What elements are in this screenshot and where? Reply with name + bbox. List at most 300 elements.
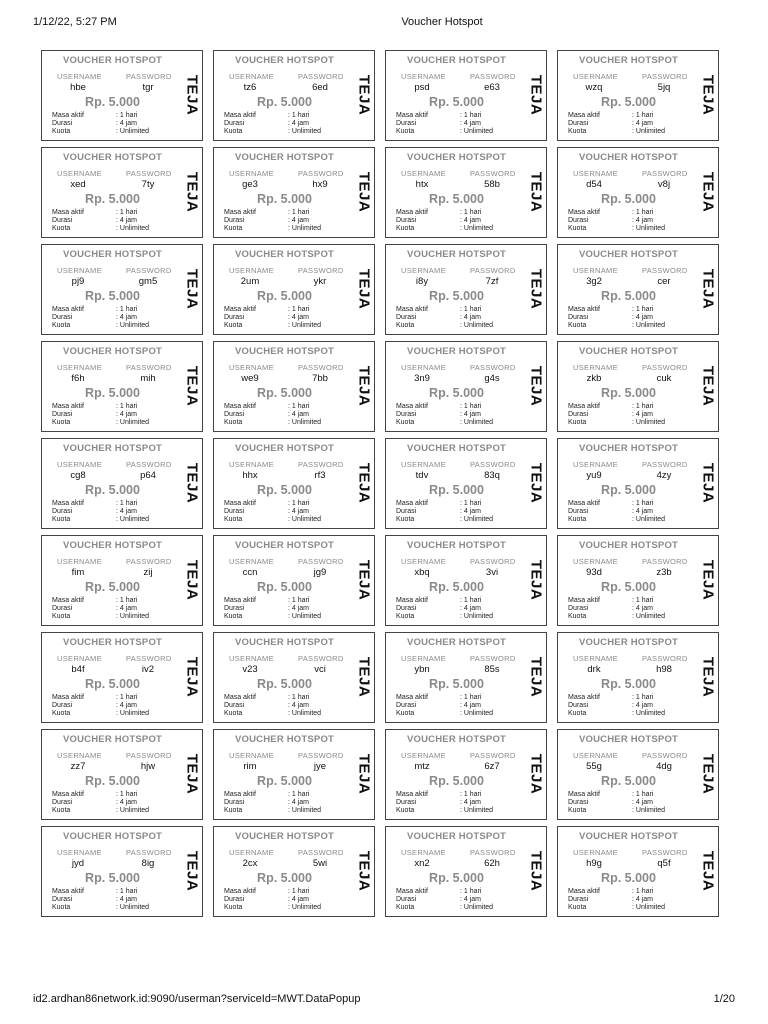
voucher-card <box>385 826 547 917</box>
voucher-card <box>557 826 719 917</box>
voucher-price: Rp. 5.000 <box>601 774 656 788</box>
voucher-title: VOUCHER HOTSPOT <box>234 55 335 66</box>
info-key: Durasi <box>396 508 417 515</box>
info-key: Kuota <box>52 904 71 911</box>
username-label: USERNAME <box>57 363 102 372</box>
voucher-info-row <box>224 613 344 621</box>
voucher-brand-tab <box>526 147 547 238</box>
voucher-brand-tab <box>354 826 375 917</box>
info-key: Masa aktif <box>224 112 256 119</box>
voucher-info-row <box>224 403 344 411</box>
info-value: : Unlimited <box>116 904 150 911</box>
voucher-card <box>213 147 375 238</box>
info-key: Kuota <box>396 613 415 620</box>
voucher-info <box>568 209 688 233</box>
voucher-info-row <box>396 807 516 815</box>
username-label: USERNAME <box>573 169 618 178</box>
info-value: : 1 hari <box>288 500 310 507</box>
info-value: : 4 jam <box>632 314 654 321</box>
brand-label: TEJA <box>355 365 373 407</box>
password-label: PASSWORD <box>642 363 688 372</box>
voucher-title: VOUCHER HOTSPOT <box>578 443 679 454</box>
voucher-info-row <box>224 807 344 815</box>
voucher-info-row <box>224 120 344 128</box>
voucher-info <box>396 112 516 136</box>
voucher-brand-tab <box>698 244 719 335</box>
voucher-info-row <box>52 597 172 605</box>
username-label: USERNAME <box>229 654 274 663</box>
voucher-body <box>557 50 700 141</box>
voucher-info-row <box>568 896 688 904</box>
voucher-body <box>385 729 528 820</box>
voucher-brand-tab <box>526 438 547 529</box>
voucher-info <box>396 694 516 718</box>
username-value: b4f <box>71 664 85 675</box>
voucher-info-row <box>396 209 516 217</box>
voucher-card <box>213 50 375 141</box>
voucher-brand-tab <box>354 341 375 432</box>
password-value: 6z7 <box>484 761 500 772</box>
voucher-info-row <box>224 694 344 702</box>
voucher-card <box>385 147 547 238</box>
info-value: : 1 hari <box>460 791 482 798</box>
info-value: : 1 hari <box>116 694 138 701</box>
voucher-brand-tab <box>698 632 719 723</box>
brand-label: TEJA <box>183 462 201 504</box>
username-value: ccn <box>242 567 258 578</box>
brand-label: TEJA <box>183 850 201 892</box>
voucher-price: Rp. 5.000 <box>257 289 312 303</box>
info-value: : 4 jam <box>460 605 482 612</box>
info-key: Durasi <box>568 314 589 321</box>
username-value: hbe <box>70 82 86 93</box>
info-key: Masa aktif <box>568 500 600 507</box>
username-label: USERNAME <box>229 266 274 275</box>
info-key: Kuota <box>52 516 71 523</box>
voucher-card <box>41 729 203 820</box>
voucher-info-row <box>396 694 516 702</box>
voucher-info-row <box>568 209 688 217</box>
page-title: Voucher Hotspot <box>401 16 483 28</box>
voucher-info-row <box>396 888 516 896</box>
voucher-body <box>557 147 700 238</box>
voucher-price: Rp. 5.000 <box>429 483 484 497</box>
voucher-info-row <box>52 896 172 904</box>
voucher-info <box>224 112 344 136</box>
password-value: jye <box>313 761 327 772</box>
username-label: USERNAME <box>57 460 102 469</box>
voucher-price: Rp. 5.000 <box>601 871 656 885</box>
info-key: Durasi <box>396 314 417 321</box>
voucher-info-row <box>52 888 172 896</box>
info-key: Kuota <box>568 128 587 135</box>
info-value: : 4 jam <box>460 314 482 321</box>
username-label: USERNAME <box>229 460 274 469</box>
username-value: f6h <box>71 373 85 384</box>
password-value: hx9 <box>312 179 328 190</box>
password-label: PASSWORD <box>126 266 172 275</box>
voucher-card <box>41 632 203 723</box>
voucher-title: VOUCHER HOTSPOT <box>406 734 507 745</box>
info-value: : 1 hari <box>460 403 482 410</box>
info-key: Masa aktif <box>568 209 600 216</box>
info-value: : Unlimited <box>288 904 322 911</box>
brand-label: TEJA <box>355 268 373 310</box>
info-key: Durasi <box>396 120 417 127</box>
voucher-info-row <box>396 508 516 516</box>
brand-label: TEJA <box>527 74 545 116</box>
password-value: mih <box>140 373 156 384</box>
voucher-body <box>213 147 356 238</box>
info-value: : 4 jam <box>632 799 654 806</box>
info-value: : 4 jam <box>288 217 310 224</box>
info-key: Masa aktif <box>396 112 428 119</box>
info-key: Kuota <box>568 225 587 232</box>
username-value: mtz <box>414 761 430 772</box>
info-value: : 4 jam <box>632 702 654 709</box>
brand-label: TEJA <box>699 365 717 407</box>
voucher-info-row <box>568 419 688 427</box>
voucher-body <box>557 729 700 820</box>
username-label: USERNAME <box>57 169 102 178</box>
info-key: Kuota <box>224 807 243 814</box>
password-value: zij <box>143 567 153 578</box>
info-key: Masa aktif <box>224 597 256 604</box>
info-key: Durasi <box>568 605 589 612</box>
brand-label: TEJA <box>527 268 545 310</box>
voucher-card <box>385 341 547 432</box>
info-value: : Unlimited <box>632 710 666 717</box>
voucher-info-row <box>224 112 344 120</box>
info-value: : 1 hari <box>632 597 654 604</box>
info-key: Kuota <box>568 322 587 329</box>
info-value: : Unlimited <box>460 225 494 232</box>
voucher-info <box>224 694 344 718</box>
info-value: : Unlimited <box>632 613 666 620</box>
voucher-brand-tab <box>182 50 203 141</box>
voucher-info-row <box>568 306 688 314</box>
info-value: : Unlimited <box>632 904 666 911</box>
info-key: Masa aktif <box>52 888 84 895</box>
info-key: Masa aktif <box>568 694 600 701</box>
info-value: : Unlimited <box>460 710 494 717</box>
voucher-brand-tab <box>698 50 719 141</box>
info-key: Durasi <box>52 411 73 418</box>
voucher-info <box>568 694 688 718</box>
info-value: : 4 jam <box>288 120 310 127</box>
username-value: xed <box>70 179 86 190</box>
info-key: Masa aktif <box>568 306 600 313</box>
voucher-info-row <box>224 128 344 136</box>
voucher-body <box>557 438 700 529</box>
info-key: Durasi <box>52 508 73 515</box>
info-value: : Unlimited <box>116 613 150 620</box>
info-value: : Unlimited <box>116 807 150 814</box>
username-value: 3g2 <box>586 276 602 287</box>
voucher-info-row <box>396 128 516 136</box>
password-value: h98 <box>656 664 672 675</box>
password-label: PASSWORD <box>642 654 688 663</box>
voucher-price: Rp. 5.000 <box>429 871 484 885</box>
info-key: Durasi <box>568 799 589 806</box>
info-key: Kuota <box>224 419 243 426</box>
info-value: : Unlimited <box>632 807 666 814</box>
voucher-card <box>213 341 375 432</box>
info-key: Durasi <box>224 314 245 321</box>
brand-label: TEJA <box>183 365 201 407</box>
voucher-title: VOUCHER HOTSPOT <box>578 637 679 648</box>
info-key: Masa aktif <box>52 791 84 798</box>
brand-label: TEJA <box>183 268 201 310</box>
voucher-card <box>41 826 203 917</box>
voucher-info-row <box>568 411 688 419</box>
voucher-body <box>213 438 356 529</box>
voucher-info-row <box>224 896 344 904</box>
voucher-body <box>41 729 184 820</box>
info-value: : Unlimited <box>116 322 150 329</box>
voucher-body <box>557 826 700 917</box>
username-label: USERNAME <box>229 557 274 566</box>
voucher-info <box>224 500 344 524</box>
info-value: : 4 jam <box>632 411 654 418</box>
username-value: 55g <box>586 761 602 772</box>
brand-label: TEJA <box>183 753 201 795</box>
voucher-price: Rp. 5.000 <box>601 580 656 594</box>
info-key: Kuota <box>396 419 415 426</box>
username-label: USERNAME <box>401 363 446 372</box>
info-value: : 4 jam <box>288 314 310 321</box>
voucher-info-row <box>224 904 344 912</box>
voucher-info-row <box>224 702 344 710</box>
voucher-card <box>557 147 719 238</box>
brand-label: TEJA <box>699 850 717 892</box>
info-key: Masa aktif <box>396 597 428 604</box>
info-value: : 1 hari <box>632 694 654 701</box>
info-key: Durasi <box>52 605 73 612</box>
username-label: USERNAME <box>401 460 446 469</box>
brand-label: TEJA <box>355 850 373 892</box>
voucher-title: VOUCHER HOTSPOT <box>62 734 163 745</box>
username-label: USERNAME <box>229 72 274 81</box>
info-key: Durasi <box>224 799 245 806</box>
voucher-card <box>557 535 719 626</box>
info-value: : 1 hari <box>632 791 654 798</box>
info-key: Kuota <box>52 613 71 620</box>
voucher-info <box>396 209 516 233</box>
info-key: Kuota <box>52 322 71 329</box>
voucher-brand-tab <box>182 535 203 626</box>
info-key: Masa aktif <box>224 791 256 798</box>
password-label: PASSWORD <box>126 751 172 760</box>
username-label: USERNAME <box>57 266 102 275</box>
password-value: vci <box>314 664 326 675</box>
info-value: : 4 jam <box>632 896 654 903</box>
username-value: we9 <box>241 373 259 384</box>
info-key: Kuota <box>396 128 415 135</box>
voucher-brand-tab <box>526 729 547 820</box>
username-value: ge3 <box>242 179 258 190</box>
voucher-title: VOUCHER HOTSPOT <box>62 443 163 454</box>
info-key: Kuota <box>224 516 243 523</box>
voucher-info <box>568 791 688 815</box>
username-label: USERNAME <box>401 557 446 566</box>
info-value: : 4 jam <box>116 799 138 806</box>
voucher-info-row <box>52 306 172 314</box>
info-key: Durasi <box>52 799 73 806</box>
info-key: Durasi <box>52 120 73 127</box>
username-label: USERNAME <box>573 557 618 566</box>
voucher-title: VOUCHER HOTSPOT <box>234 152 335 163</box>
info-value: : Unlimited <box>632 225 666 232</box>
info-value: : 1 hari <box>288 694 310 701</box>
info-value: : Unlimited <box>288 516 322 523</box>
voucher-info-row <box>396 791 516 799</box>
info-key: Durasi <box>52 896 73 903</box>
voucher-title: VOUCHER HOTSPOT <box>234 540 335 551</box>
voucher-body <box>41 50 184 141</box>
username-label: USERNAME <box>57 848 102 857</box>
info-value: : Unlimited <box>460 613 494 620</box>
voucher-price: Rp. 5.000 <box>601 95 656 109</box>
info-value: : Unlimited <box>116 225 150 232</box>
voucher-info <box>52 209 172 233</box>
voucher-price: Rp. 5.000 <box>601 677 656 691</box>
info-value: : Unlimited <box>288 128 322 135</box>
info-value: : Unlimited <box>460 516 494 523</box>
info-key: Kuota <box>52 128 71 135</box>
voucher-body <box>385 244 528 335</box>
info-value: : 1 hari <box>288 112 310 119</box>
voucher-body <box>213 50 356 141</box>
password-value: jg9 <box>313 567 327 578</box>
voucher-price: Rp. 5.000 <box>257 774 312 788</box>
voucher-brand-tab <box>354 535 375 626</box>
info-value: : 4 jam <box>288 896 310 903</box>
voucher-price: Rp. 5.000 <box>85 871 140 885</box>
voucher-title: VOUCHER HOTSPOT <box>62 540 163 551</box>
username-label: USERNAME <box>573 72 618 81</box>
info-value: : 1 hari <box>460 306 482 313</box>
info-value: : 4 jam <box>116 120 138 127</box>
info-key: Durasi <box>224 120 245 127</box>
voucher-title: VOUCHER HOTSPOT <box>62 346 163 357</box>
info-value: : Unlimited <box>288 225 322 232</box>
info-key: Masa aktif <box>396 209 428 216</box>
voucher-info-row <box>396 419 516 427</box>
info-key: Kuota <box>568 419 587 426</box>
info-key: Durasi <box>224 508 245 515</box>
voucher-title: VOUCHER HOTSPOT <box>578 540 679 551</box>
voucher-price: Rp. 5.000 <box>85 774 140 788</box>
voucher-brand-tab <box>698 729 719 820</box>
voucher-title: VOUCHER HOTSPOT <box>234 734 335 745</box>
info-value: : 4 jam <box>288 702 310 709</box>
password-label: PASSWORD <box>298 751 344 760</box>
voucher-info-row <box>568 605 688 613</box>
password-label: PASSWORD <box>642 169 688 178</box>
voucher-info-row <box>52 605 172 613</box>
voucher-info-row <box>396 314 516 322</box>
voucher-body <box>213 632 356 723</box>
info-key: Durasi <box>568 217 589 224</box>
voucher-info-row <box>568 791 688 799</box>
voucher-price: Rp. 5.000 <box>429 774 484 788</box>
info-value: : 1 hari <box>288 597 310 604</box>
password-label: PASSWORD <box>470 266 516 275</box>
username-value: v23 <box>242 664 258 675</box>
username-value: d54 <box>586 179 602 190</box>
voucher-price: Rp. 5.000 <box>429 580 484 594</box>
info-value: : 4 jam <box>116 896 138 903</box>
password-label: PASSWORD <box>126 169 172 178</box>
username-value: wzq <box>585 82 603 93</box>
voucher-price: Rp. 5.000 <box>85 95 140 109</box>
voucher-title: VOUCHER HOTSPOT <box>62 55 163 66</box>
voucher-brand-tab <box>182 826 203 917</box>
info-key: Durasi <box>52 217 73 224</box>
voucher-info <box>52 306 172 330</box>
info-key: Durasi <box>224 217 245 224</box>
info-key: Masa aktif <box>52 306 84 313</box>
voucher-price: Rp. 5.000 <box>85 677 140 691</box>
print-footer <box>0 993 768 1009</box>
voucher-info-row <box>52 500 172 508</box>
password-label: PASSWORD <box>298 654 344 663</box>
username-label: USERNAME <box>401 169 446 178</box>
username-value: fim <box>71 567 85 578</box>
password-label: PASSWORD <box>298 266 344 275</box>
username-label: USERNAME <box>57 654 102 663</box>
info-value: : 1 hari <box>632 403 654 410</box>
voucher-info-row <box>396 411 516 419</box>
brand-label: TEJA <box>355 171 373 213</box>
username-value: ybn <box>414 664 430 675</box>
info-key: Durasi <box>396 605 417 612</box>
info-key: Masa aktif <box>396 306 428 313</box>
info-key: Kuota <box>52 419 71 426</box>
voucher-info-row <box>224 322 344 330</box>
voucher-price: Rp. 5.000 <box>257 580 312 594</box>
password-label: PASSWORD <box>470 557 516 566</box>
info-value: : 4 jam <box>632 508 654 515</box>
username-label: USERNAME <box>57 751 102 760</box>
brand-label: TEJA <box>699 559 717 601</box>
info-key: Durasi <box>568 508 589 515</box>
voucher-title: VOUCHER HOTSPOT <box>62 152 163 163</box>
brand-label: TEJA <box>355 74 373 116</box>
voucher-info-row <box>52 799 172 807</box>
voucher-info <box>396 888 516 912</box>
voucher-card <box>385 632 547 723</box>
info-key: Masa aktif <box>224 500 256 507</box>
info-key: Durasi <box>224 702 245 709</box>
voucher-card <box>41 535 203 626</box>
voucher-info-row <box>568 120 688 128</box>
brand-label: TEJA <box>527 850 545 892</box>
username-label: USERNAME <box>229 848 274 857</box>
password-label: PASSWORD <box>470 169 516 178</box>
voucher-price: Rp. 5.000 <box>257 483 312 497</box>
voucher-info-row <box>396 225 516 233</box>
password-value: g4s <box>484 373 500 384</box>
voucher-info-row <box>52 322 172 330</box>
voucher-price: Rp. 5.000 <box>257 871 312 885</box>
voucher-body <box>385 535 528 626</box>
username-label: USERNAME <box>57 557 102 566</box>
voucher-card <box>213 826 375 917</box>
voucher-info-row <box>568 403 688 411</box>
info-key: Kuota <box>568 516 587 523</box>
